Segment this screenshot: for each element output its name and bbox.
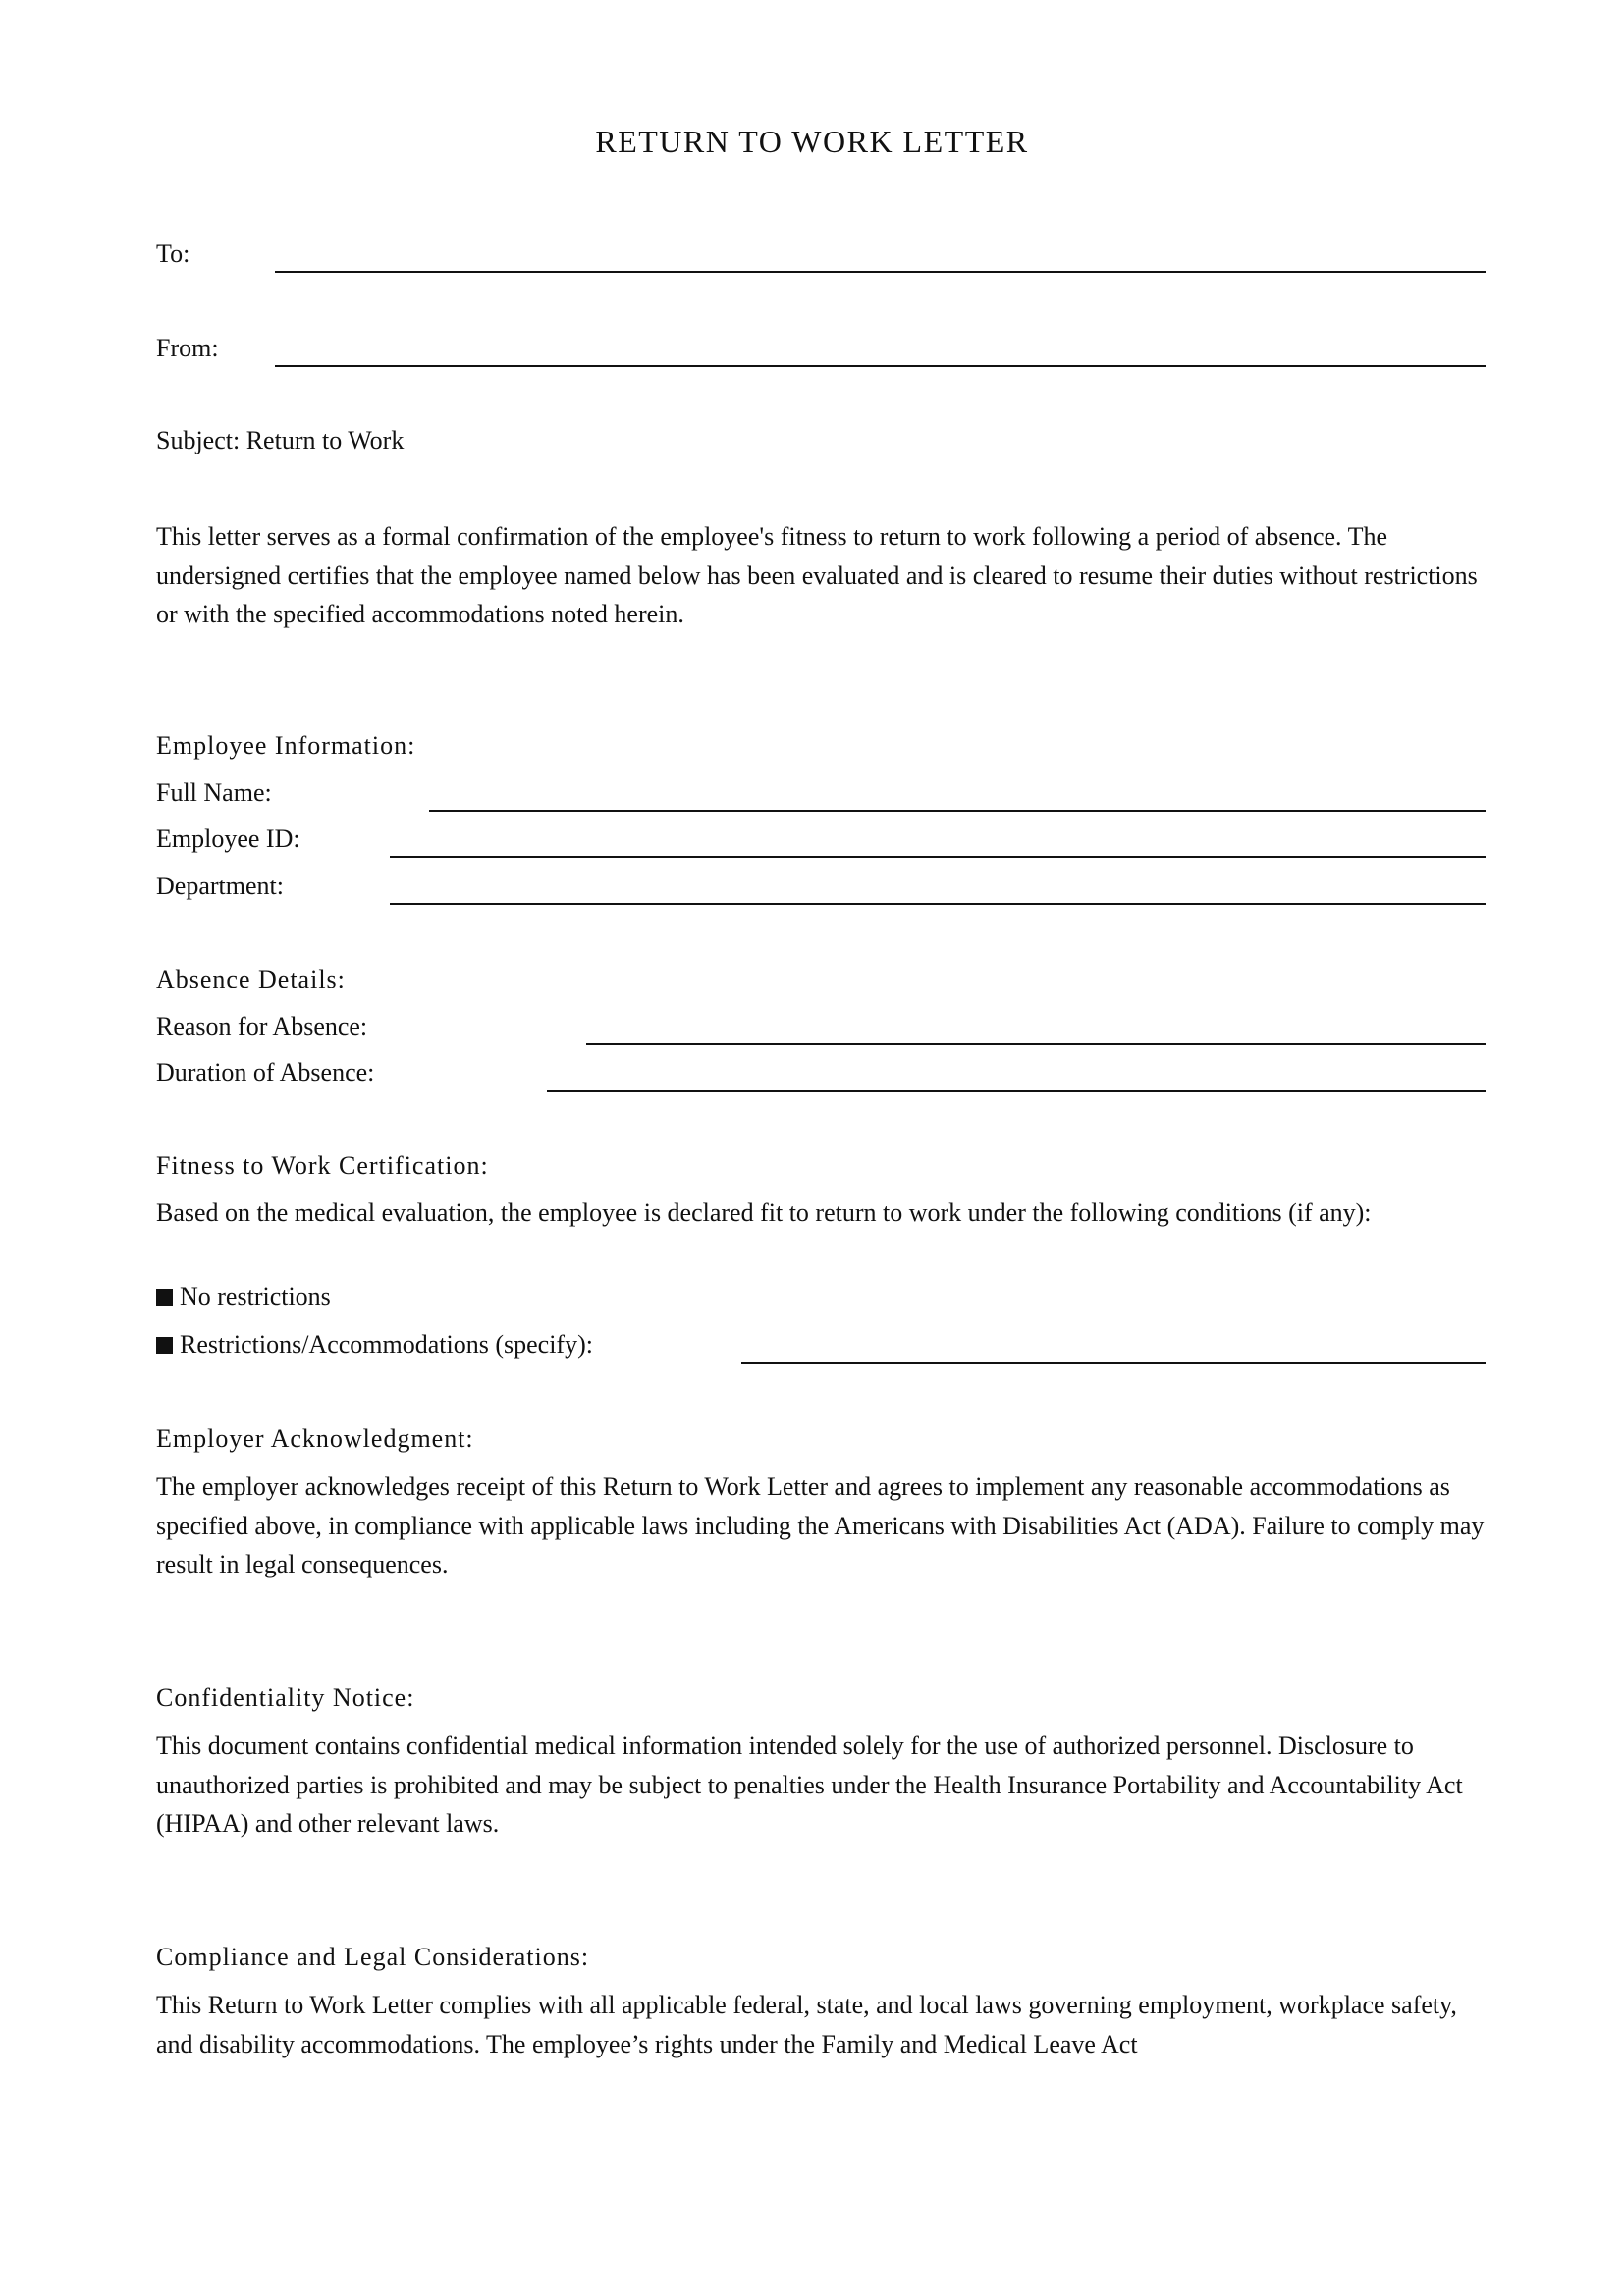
to-field-line[interactable] (275, 271, 1486, 273)
confidentiality-heading: Confidentiality Notice: (156, 1683, 415, 1712)
option-no-restrictions-label: No restrictions (180, 1282, 331, 1310)
reason-field-line[interactable] (586, 1043, 1486, 1045)
employer-ack-heading: Employer Acknowledgment: (156, 1424, 474, 1453)
subject-line: Subject: Return to Work (156, 426, 405, 454)
duration-field-line[interactable] (547, 1090, 1486, 1092)
checkbox-icon[interactable] (156, 1337, 173, 1354)
to-label: To: (156, 240, 190, 268)
reason-label: Reason for Absence: (156, 1012, 368, 1041)
intro-paragraph: This letter serves as a formal confirmation of the employee's fitness to return to work following a period of absence. The undersigned certifies that the employee named below has been evaluated and is cleared to resume their duties without restrictions or with the specified accommodations noted herein. (156, 522, 1478, 628)
duration-label: Duration of Absence: (156, 1058, 375, 1087)
fitness-heading: Fitness to Work Certification: (156, 1151, 489, 1180)
department-field-line[interactable] (390, 903, 1486, 905)
option-restrictions-label: Restrictions/Accommodations (specify): (180, 1330, 593, 1359)
compliance-heading: Compliance and Legal Considerations: (156, 1943, 590, 1971)
absence-details-heading: Absence Details: (156, 965, 346, 993)
department-label: Department: (156, 872, 284, 900)
employer-ack-text: The employer acknowledges receipt of this Return to Work Letter and agrees to implement any reasonable accommodations as specified above, in compliance with applicable laws including the Americans with Disabilities Act (ADA). Failure to comply may result in legal consequences. (156, 1472, 1485, 1578)
from-field-line[interactable] (275, 365, 1486, 367)
checkbox-icon[interactable] (156, 1289, 173, 1306)
full-name-field-line[interactable] (429, 810, 1486, 812)
confidentiality-text: This document contains confidential medical information intended solely for the use of authorized personnel. Disclosure to unauthorized parties is prohibited and may be subject to penalties under the Health Insurance Portability and Accountability Act (HIPAA) and other relevant laws. (156, 1732, 1463, 1838)
option-no-restrictions[interactable] (156, 1282, 331, 1311)
employee-id-field-line[interactable] (390, 856, 1486, 858)
fitness-statement: Based on the medical evaluation, the employee is declared fit to return to work under the following conditions (if any): (156, 1199, 1372, 1227)
employee-id-label: Employee ID: (156, 825, 300, 853)
full-name-label: Full Name: (156, 778, 272, 807)
compliance-text: This Return to Work Letter complies with all applicable federal, state, and local laws governing employment, workplace safety, and disability accommodations. The employee’s rights under the Family and Medical Leave Act (156, 1991, 1457, 2058)
document-title: RETURN TO WORK LETTER (595, 124, 1029, 159)
employee-info-heading: Employee Information: (156, 731, 416, 760)
option-restrictions[interactable] (156, 1330, 593, 1360)
restrictions-field-line[interactable] (741, 1362, 1486, 1364)
from-label: From: (156, 334, 219, 362)
